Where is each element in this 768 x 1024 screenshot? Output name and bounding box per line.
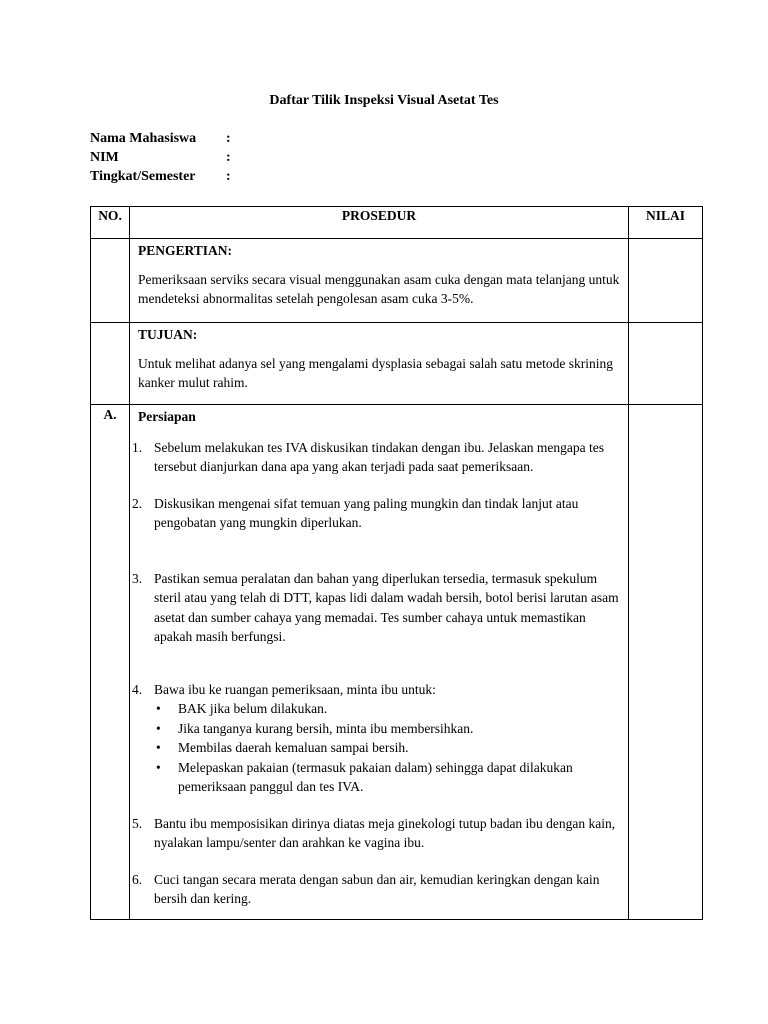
step-text: Bawa ibu ke ruangan pemeriksaan, minta ibu untuk: bbox=[154, 681, 436, 697]
tujuan-text: Untuk melihat adanya sel yang mengalami dysplasia sebagai salah satu metode skrining kanker mulut rahim. bbox=[138, 355, 613, 390]
student-info bbox=[90, 131, 231, 188]
table-row-pengertian bbox=[91, 239, 703, 323]
table-row-tujuan bbox=[91, 323, 703, 405]
meta-colon: : bbox=[226, 169, 231, 184]
bullet-icon: • bbox=[156, 740, 161, 755]
tujuan-heading: TUJUAN: bbox=[138, 327, 198, 342]
step-content bbox=[154, 680, 620, 797]
bullet-list bbox=[154, 699, 620, 797]
bullet-text: Jika tanganya kurang bersih, minta ibu membersihkan. bbox=[178, 720, 474, 736]
pengertian-text: Pemeriksaan serviks secara visual menggunakan asam cuka dengan mata telanjang untuk mendeteksi abnormalitas setelah pengolesan asam cuka 3-5%. bbox=[138, 271, 620, 306]
list-item bbox=[132, 438, 620, 477]
meta-row-nim bbox=[90, 150, 231, 169]
header-no: NO. bbox=[91, 207, 130, 239]
meta-label: Nama Mahasiswa bbox=[90, 131, 197, 146]
step-text: Pastikan semua peralatan dan bahan yang diperlukan tersedia, termasuk spekulum steril atau yang telah di DTT, kapas lidi dalam wadah bersih, botol berisi larutan asam asetat dan sumber cahaya yang memadai. Tes sumber cahaya untuk memastikan apakah masih berfungsi. bbox=[154, 570, 619, 644]
meta-row-name bbox=[90, 131, 231, 150]
list-item bbox=[154, 738, 620, 758]
step-text: Cuci tangan secara merata dengan sabun dan air, kemudian keringkan dengan kain bersih dan kering. bbox=[154, 871, 600, 906]
step-number: 5. bbox=[132, 815, 143, 831]
table-header-row bbox=[91, 207, 703, 239]
list-item bbox=[132, 680, 620, 797]
nilai-cell bbox=[629, 239, 703, 323]
meta-colon: : bbox=[226, 150, 231, 165]
persiapan-heading: Persiapan bbox=[138, 409, 196, 424]
list-item bbox=[132, 494, 620, 533]
list-item bbox=[154, 699, 620, 719]
list-item bbox=[132, 870, 620, 909]
nilai-cell bbox=[629, 323, 703, 405]
meta-label: NIM bbox=[90, 150, 119, 165]
document-title: Daftar Tilik Inspeksi Visual Asetat Tes bbox=[269, 93, 499, 108]
meta-row-semester bbox=[90, 169, 231, 188]
bullet-icon: • bbox=[156, 759, 161, 775]
step-number: 1. bbox=[132, 439, 143, 455]
procedure-cell bbox=[130, 323, 629, 405]
steps-list bbox=[132, 438, 620, 909]
step-text: Sebelum melakukan tes IVA diskusikan tindakan dengan ibu. Jelaskan mengapa tes tersebut dianjurkan dana apa yang akan terjadi pada saat pemeriksaan. bbox=[154, 439, 605, 474]
list-item bbox=[154, 758, 620, 797]
pengertian-heading: PENGERTIAN: bbox=[138, 243, 233, 258]
nilai-cell bbox=[629, 405, 703, 920]
step-number: 6. bbox=[132, 871, 143, 887]
meta-label: Tingkat/Semester bbox=[90, 169, 196, 184]
header-nilai: NILAI bbox=[629, 207, 703, 239]
no-cell bbox=[91, 323, 130, 405]
list-item bbox=[132, 814, 620, 853]
step-text: Bantu ibu memposisikan dirinya diatas meja ginekologi tutup badan ibu dengan kain, nyalakan lampu/senter dan arahkan ke vagina ibu. bbox=[154, 815, 616, 850]
bullet-text: Membilas daerah kemaluan sampai bersih. bbox=[178, 740, 409, 755]
header-prosedur: PROSEDUR bbox=[130, 207, 629, 239]
checklist-table bbox=[90, 206, 703, 920]
list-item bbox=[154, 719, 620, 739]
list-item bbox=[132, 569, 620, 647]
step-text: Diskusikan mengenai sifat temuan yang paling mungkin dan tindak lanjut atau pengobatan yang mungkin diperlukan. bbox=[154, 495, 579, 530]
section-number: A. bbox=[91, 405, 130, 920]
bullet-icon: • bbox=[156, 720, 161, 736]
step-number: 3. bbox=[132, 570, 143, 586]
bullet-text: BAK jika belum dilakukan. bbox=[178, 701, 328, 716]
bullet-icon: • bbox=[156, 701, 161, 716]
bullet-text: Melepaskan pakaian (termasuk pakaian dalam) sehingga dapat dilakukan pemeriksaan panggul dan tes IVA. bbox=[178, 759, 573, 794]
procedure-cell bbox=[130, 405, 629, 920]
step-number: 2. bbox=[132, 495, 143, 511]
table-row-persiapan bbox=[91, 405, 703, 920]
step-number: 4. bbox=[132, 681, 143, 697]
meta-colon: : bbox=[226, 131, 231, 146]
procedure-cell bbox=[130, 239, 629, 323]
no-cell bbox=[91, 239, 130, 323]
